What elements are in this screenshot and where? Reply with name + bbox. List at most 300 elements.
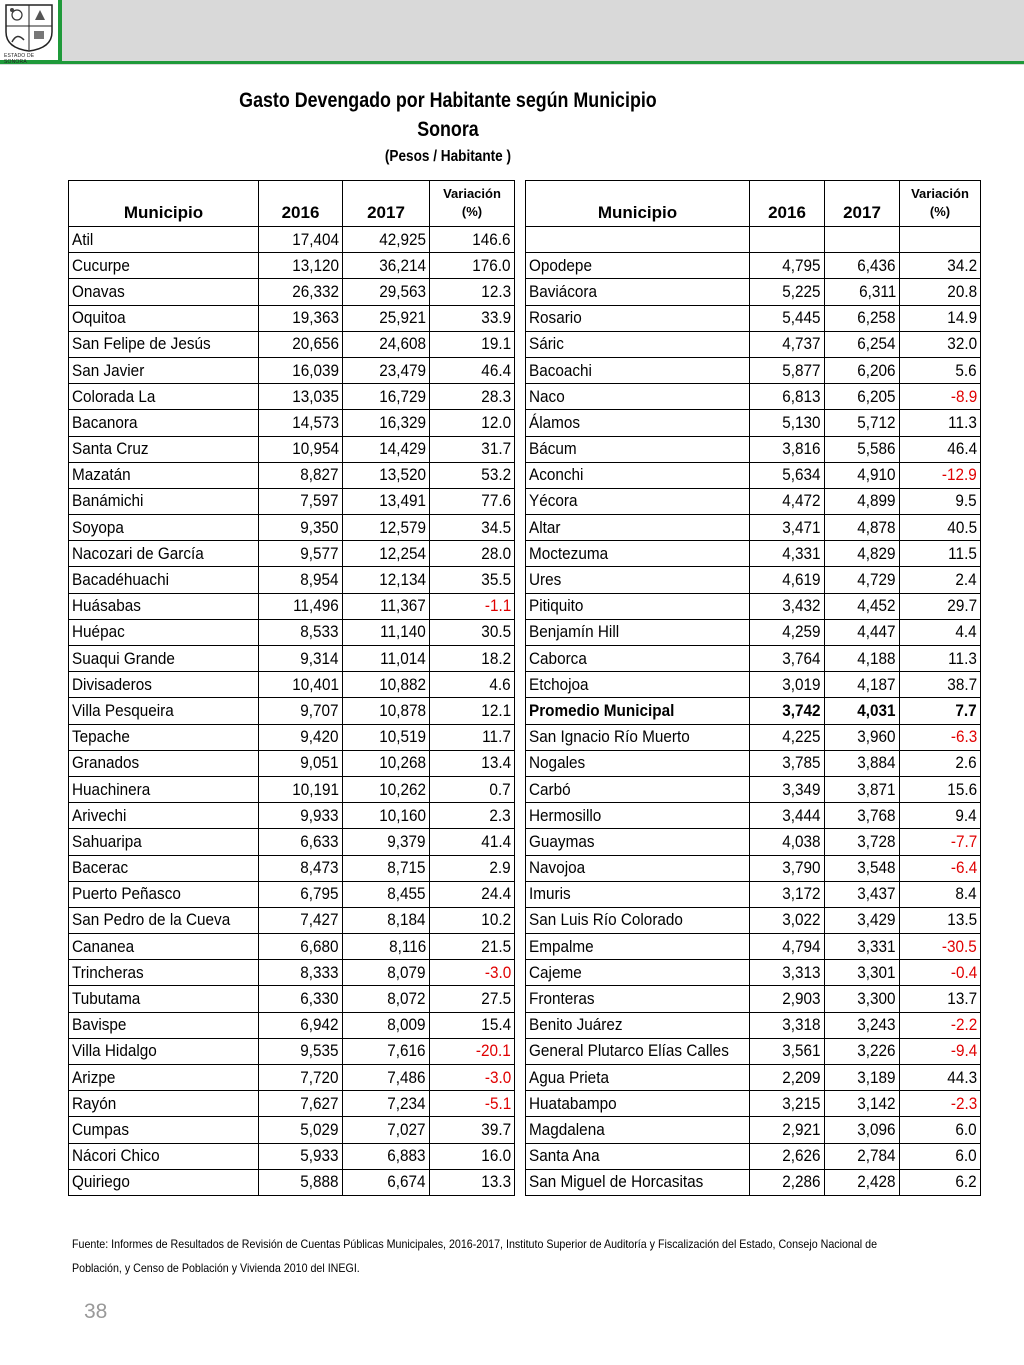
municipio-cell: Benito Juárez (526, 1012, 750, 1038)
variation-cell (900, 227, 981, 253)
value-2017-cell: 29,563 (343, 279, 430, 305)
value-2016-cell: 6,795 (259, 881, 343, 907)
year-2016-column-header: 2016 (750, 181, 825, 227)
table-row (69, 986, 515, 1012)
value-2017-cell: 13,491 (343, 488, 430, 514)
municipio-cell: Soyopa (69, 515, 259, 541)
value-2016-cell: 5,130 (750, 410, 825, 436)
value-2017-cell: 6,674 (343, 1169, 430, 1195)
table-row (69, 384, 515, 410)
value-2016-cell: 5,634 (750, 462, 825, 488)
municipio-cell: San Miguel de Horcasitas (526, 1169, 750, 1195)
table-row (526, 253, 981, 279)
value-2017-cell: 6,883 (343, 1143, 430, 1169)
value-2016-cell: 4,794 (750, 934, 825, 960)
municipio-cell: Bacoachi (526, 357, 750, 383)
table-header-row (526, 181, 981, 227)
value-2017-cell: 25,921 (343, 305, 430, 331)
value-2016-cell: 3,349 (750, 776, 825, 802)
municipio-cell: Carbó (526, 776, 750, 802)
value-2017-cell: 8,079 (343, 960, 430, 986)
table-row (526, 436, 981, 462)
value-2016-cell: 9,577 (259, 541, 343, 567)
value-2016-cell: 3,785 (750, 750, 825, 776)
variation-cell: 32.0 (900, 331, 981, 357)
table-row (69, 672, 515, 698)
variation-cell: 6.2 (900, 1169, 981, 1195)
variation-cell: -2.3 (900, 1091, 981, 1117)
value-2017-cell: 7,027 (343, 1117, 430, 1143)
variation-cell: 16.0 (430, 1143, 515, 1169)
value-2017-cell: 2,784 (825, 1143, 900, 1169)
table-row (526, 829, 981, 855)
value-2016-cell: 4,225 (750, 724, 825, 750)
value-2017-cell: 8,072 (343, 986, 430, 1012)
municipio-cell: Agua Prieta (526, 1065, 750, 1091)
value-2017-cell: 6,206 (825, 357, 900, 383)
variation-cell: -1.1 (430, 593, 515, 619)
variation-cell: 35.5 (430, 567, 515, 593)
table-row (526, 357, 981, 383)
value-2017-cell: 16,329 (343, 410, 430, 436)
header-divider (0, 61, 1024, 64)
variation-column-header: Variación (%) (430, 181, 515, 227)
table-row (69, 305, 515, 331)
value-2016-cell: 2,921 (750, 1117, 825, 1143)
value-2017-cell: 24,608 (343, 331, 430, 357)
value-2016-cell: 2,903 (750, 986, 825, 1012)
table-row (526, 698, 981, 724)
value-2017-cell: 3,331 (825, 934, 900, 960)
table-row (526, 593, 981, 619)
variation-cell: 15.6 (900, 776, 981, 802)
value-2017-cell: 11,014 (343, 646, 430, 672)
value-2016-cell: 10,954 (259, 436, 343, 462)
value-2017-cell: 3,226 (825, 1038, 900, 1064)
variation-cell: 41.4 (430, 829, 515, 855)
variation-cell: 4.4 (900, 619, 981, 645)
value-2017-cell: 8,455 (343, 881, 430, 907)
value-2017-cell: 3,142 (825, 1091, 900, 1117)
municipio-cell: Rosario (526, 305, 750, 331)
year-2016-column-header: 2016 (259, 181, 343, 227)
table-row (526, 567, 981, 593)
value-2017-cell: 11,367 (343, 593, 430, 619)
municipio-cell: Altar (526, 515, 750, 541)
value-2017-cell: 3,548 (825, 855, 900, 881)
value-2017-cell: 3,189 (825, 1065, 900, 1091)
municipio-cell: Opodepe (526, 253, 750, 279)
municipio-cell: Bacanora (69, 410, 259, 436)
variation-cell: 2.6 (900, 750, 981, 776)
table-row (526, 1169, 981, 1195)
variation-cell: 12.0 (430, 410, 515, 436)
variation-cell: 9.5 (900, 488, 981, 514)
value-2016-cell (750, 227, 825, 253)
value-2016-cell: 3,432 (750, 593, 825, 619)
value-2017-cell: 6,205 (825, 384, 900, 410)
value-2017-cell: 42,925 (343, 227, 430, 253)
variation-cell: 53.2 (430, 462, 515, 488)
value-2016-cell: 13,120 (259, 253, 343, 279)
municipio-cell: Moctezuma (526, 541, 750, 567)
value-2016-cell: 20,656 (259, 331, 343, 357)
variation-cell: 18.2 (430, 646, 515, 672)
table-row (69, 279, 515, 305)
variation-cell: 5.6 (900, 357, 981, 383)
left-municipios-table (68, 180, 515, 1196)
table-row (69, 1143, 515, 1169)
municipio-cell: Guaymas (526, 829, 750, 855)
table-row (69, 1091, 515, 1117)
value-2017-cell: 6,436 (825, 253, 900, 279)
variation-cell: 21.5 (430, 934, 515, 960)
value-2016-cell: 4,619 (750, 567, 825, 593)
table-row (69, 829, 515, 855)
value-2017-cell: 13,520 (343, 462, 430, 488)
value-2016-cell: 9,933 (259, 803, 343, 829)
variation-cell: 4.6 (430, 672, 515, 698)
municipio-cell: Atil (69, 227, 259, 253)
variation-cell: 29.7 (900, 593, 981, 619)
variation-cell: 9.4 (900, 803, 981, 829)
municipio-cell: San Javier (69, 357, 259, 383)
variation-cell: 34.5 (430, 515, 515, 541)
table-row (526, 960, 981, 986)
value-2016-cell: 9,314 (259, 646, 343, 672)
value-2016-cell: 16,039 (259, 357, 343, 383)
value-2017-cell: 3,096 (825, 1117, 900, 1143)
table-row (69, 227, 515, 253)
municipio-cell: Cumpas (69, 1117, 259, 1143)
value-2017-cell: 2,428 (825, 1169, 900, 1195)
value-2017-cell: 10,268 (343, 750, 430, 776)
municipio-cell: Naco (526, 384, 750, 410)
value-2017-cell: 4,452 (825, 593, 900, 619)
variation-cell: 31.7 (430, 436, 515, 462)
table-row (526, 986, 981, 1012)
logo-caption: ESTADO DE SONORA (4, 53, 35, 65)
municipio-cell: Aconchi (526, 462, 750, 488)
table-row (69, 436, 515, 462)
value-2017-cell: 7,234 (343, 1091, 430, 1117)
value-2017-cell: 12,254 (343, 541, 430, 567)
municipio-cell: Caborca (526, 646, 750, 672)
page-number: 38 (84, 1300, 108, 1323)
coat-of-arms-icon (2, 2, 56, 52)
value-2016-cell: 5,445 (750, 305, 825, 331)
value-2016-cell: 4,472 (750, 488, 825, 514)
value-2016-cell: 5,888 (259, 1169, 343, 1195)
table-row (526, 384, 981, 410)
municipio-cell: Bácum (526, 436, 750, 462)
table-row (526, 515, 981, 541)
table-header-row (69, 181, 515, 227)
table-row (526, 1038, 981, 1064)
value-2016-cell: 11,496 (259, 593, 343, 619)
value-2017-cell: 3,871 (825, 776, 900, 802)
municipio-cell: Magdalena (526, 1117, 750, 1143)
value-2017-cell: 9,379 (343, 829, 430, 855)
variation-cell: 6.0 (900, 1143, 981, 1169)
municipio-cell: Bacerac (69, 855, 259, 881)
table-row (526, 410, 981, 436)
table-row (69, 724, 515, 750)
municipio-cell (526, 227, 750, 253)
municipio-cell: Sáric (526, 331, 750, 357)
municipio-cell: Santa Cruz (69, 436, 259, 462)
table-row (526, 724, 981, 750)
value-2016-cell: 3,742 (750, 698, 825, 724)
variation-cell: 6.0 (900, 1117, 981, 1143)
table-row (69, 541, 515, 567)
variation-cell: 27.5 (430, 986, 515, 1012)
table-row (69, 960, 515, 986)
table-row (526, 1143, 981, 1169)
value-2017-cell: 4,878 (825, 515, 900, 541)
table-row (526, 750, 981, 776)
value-2016-cell: 2,626 (750, 1143, 825, 1169)
value-2016-cell: 9,051 (259, 750, 343, 776)
municipio-cell: Álamos (526, 410, 750, 436)
variation-cell: -2.2 (900, 1012, 981, 1038)
municipio-cell: Arivechi (69, 803, 259, 829)
variation-cell: 33.9 (430, 305, 515, 331)
variation-cell: 13.3 (430, 1169, 515, 1195)
value-2017-cell: 23,479 (343, 357, 430, 383)
value-2016-cell: 13,035 (259, 384, 343, 410)
variation-cell: 0.7 (430, 776, 515, 802)
value-2016-cell: 5,933 (259, 1143, 343, 1169)
variation-cell: 11.5 (900, 541, 981, 567)
municipio-cell: Fronteras (526, 986, 750, 1012)
sonora-logo (0, 0, 62, 64)
value-2016-cell: 3,471 (750, 515, 825, 541)
value-2016-cell: 7,720 (259, 1065, 343, 1091)
footnote-line-1: Fuente: Informes de Resultados de Revisión de Cuentas Públicas Municipales, 2016-2017, Instituto Superior de Auditoría y Fiscalización del Estado, Consejo Nacional de (72, 1237, 878, 1251)
municipio-cell: San Ignacio Río Muerto (526, 724, 750, 750)
value-2016-cell: 4,795 (750, 253, 825, 279)
variation-cell: 30.5 (430, 619, 515, 645)
variation-cell: -6.3 (900, 724, 981, 750)
value-2017-cell: 7,486 (343, 1065, 430, 1091)
value-2017-cell: 4,031 (825, 698, 900, 724)
variation-cell: 146.6 (430, 227, 515, 253)
table-row (69, 619, 515, 645)
value-2017-cell: 4,729 (825, 567, 900, 593)
value-2017-cell: 8,009 (343, 1012, 430, 1038)
value-2016-cell: 5,225 (750, 279, 825, 305)
municipio-cell: Hermosillo (526, 803, 750, 829)
value-2016-cell: 14,573 (259, 410, 343, 436)
value-2016-cell: 19,363 (259, 305, 343, 331)
table-row (526, 803, 981, 829)
municipio-cell: Yécora (526, 488, 750, 514)
value-2016-cell: 10,401 (259, 672, 343, 698)
table-row (69, 488, 515, 514)
variation-cell: 19.1 (430, 331, 515, 357)
table-row (526, 279, 981, 305)
table-row (69, 357, 515, 383)
source-footnote (72, 1232, 962, 1280)
right-municipios-table (525, 180, 981, 1196)
value-2016-cell: 7,427 (259, 907, 343, 933)
municipio-cell: Huatabampo (526, 1091, 750, 1117)
value-2016-cell: 6,680 (259, 934, 343, 960)
table-row (526, 488, 981, 514)
value-2017-cell: 5,712 (825, 410, 900, 436)
value-2016-cell: 3,022 (750, 907, 825, 933)
value-2016-cell: 26,332 (259, 279, 343, 305)
variation-cell: -12.9 (900, 462, 981, 488)
variation-cell: 39.7 (430, 1117, 515, 1143)
municipio-cell: Cananea (69, 934, 259, 960)
value-2017-cell: 3,728 (825, 829, 900, 855)
table-row (69, 1065, 515, 1091)
value-2017-cell: 3,301 (825, 960, 900, 986)
municipio-cell: Bavispe (69, 1012, 259, 1038)
year-2017-column-header: 2017 (343, 181, 430, 227)
table-row (526, 619, 981, 645)
municipio-cell: Mazatán (69, 462, 259, 488)
value-2017-cell: 5,586 (825, 436, 900, 462)
value-2017-cell: 8,184 (343, 907, 430, 933)
municipio-cell: Cucurpe (69, 253, 259, 279)
variation-cell: 40.5 (900, 515, 981, 541)
value-2017-cell: 6,311 (825, 279, 900, 305)
variation-cell: 28.0 (430, 541, 515, 567)
value-2016-cell: 6,813 (750, 384, 825, 410)
municipio-cell: Imuris (526, 881, 750, 907)
value-2016-cell: 2,286 (750, 1169, 825, 1195)
variation-cell: 77.6 (430, 488, 515, 514)
variation-cell: 15.4 (430, 1012, 515, 1038)
municipio-cell: Etchojoa (526, 672, 750, 698)
municipio-cell: General Plutarco Elías Calles (526, 1038, 750, 1064)
municipio-cell: Sahuaripa (69, 829, 259, 855)
value-2016-cell: 3,561 (750, 1038, 825, 1064)
variation-cell: 34.2 (900, 253, 981, 279)
table-row (69, 1169, 515, 1195)
value-2016-cell: 17,404 (259, 227, 343, 253)
variation-cell: 20.8 (900, 279, 981, 305)
variation-cell: 46.4 (900, 436, 981, 462)
page-subtitle: Sonora (417, 118, 479, 141)
municipio-cell: Nogales (526, 750, 750, 776)
municipio-cell: Ures (526, 567, 750, 593)
table-row (526, 1065, 981, 1091)
table-row (526, 305, 981, 331)
municipio-cell: Baviácora (526, 279, 750, 305)
municipio-cell: Arizpe (69, 1065, 259, 1091)
value-2017-cell: 6,258 (825, 305, 900, 331)
table-row (526, 331, 981, 357)
value-2016-cell: 8,473 (259, 855, 343, 881)
value-2017-cell: 14,429 (343, 436, 430, 462)
variation-cell: 12.1 (430, 698, 515, 724)
variation-cell: 11.3 (900, 410, 981, 436)
municipio-cell: Empalme (526, 934, 750, 960)
municipio-cell: Oquitoa (69, 305, 259, 331)
table-row (69, 907, 515, 933)
value-2016-cell: 5,877 (750, 357, 825, 383)
value-2017-cell: 3,243 (825, 1012, 900, 1038)
value-2016-cell: 9,535 (259, 1038, 343, 1064)
value-2017-cell: 4,899 (825, 488, 900, 514)
variation-cell: 28.3 (430, 384, 515, 410)
municipio-cell: Nacozari de García (69, 541, 259, 567)
page-title: Gasto Devengado por Habitante según Municipio (239, 89, 657, 112)
value-2016-cell: 3,019 (750, 672, 825, 698)
value-2017-cell: 4,829 (825, 541, 900, 567)
variation-cell: -7.7 (900, 829, 981, 855)
municipio-cell: Nácori Chico (69, 1143, 259, 1169)
municipio-cell: San Luis Río Colorado (526, 907, 750, 933)
variation-cell: 11.7 (430, 724, 515, 750)
value-2017-cell: 3,300 (825, 986, 900, 1012)
value-2016-cell: 8,533 (259, 619, 343, 645)
value-2017-cell: 36,214 (343, 253, 430, 279)
variation-cell: 2.3 (430, 803, 515, 829)
municipio-cell: Pitiquito (526, 593, 750, 619)
value-2017-cell: 10,882 (343, 672, 430, 698)
variation-cell: -9.4 (900, 1038, 981, 1064)
value-2016-cell: 8,333 (259, 960, 343, 986)
municipio-cell: Huachinera (69, 776, 259, 802)
table-row (69, 515, 515, 541)
variation-column-header: Variación (%) (900, 181, 981, 227)
table-row (69, 567, 515, 593)
variation-cell: 46.4 (430, 357, 515, 383)
table-row (69, 331, 515, 357)
municipio-cell: Villa Pesqueira (69, 698, 259, 724)
table-row (69, 750, 515, 776)
variation-cell: -3.0 (430, 960, 515, 986)
table-row (526, 881, 981, 907)
municipio-cell: Cajeme (526, 960, 750, 986)
value-2016-cell: 6,633 (259, 829, 343, 855)
table-row (526, 672, 981, 698)
table-row (526, 1117, 981, 1143)
table-row (69, 593, 515, 619)
value-2016-cell: 3,318 (750, 1012, 825, 1038)
value-2017-cell: 10,262 (343, 776, 430, 802)
value-2016-cell: 2,209 (750, 1065, 825, 1091)
value-2017-cell: 11,140 (343, 619, 430, 645)
variation-cell: 13.4 (430, 750, 515, 776)
municipio-cell: Quiriego (69, 1169, 259, 1195)
variation-cell: 44.3 (900, 1065, 981, 1091)
table-row (69, 410, 515, 436)
value-2017-cell: 3,884 (825, 750, 900, 776)
table-row (69, 462, 515, 488)
municipio-cell: Puerto Peñasco (69, 881, 259, 907)
value-2016-cell: 3,444 (750, 803, 825, 829)
municipio-column-header: Municipio (526, 181, 750, 227)
value-2016-cell: 4,259 (750, 619, 825, 645)
value-2017-cell: 8,116 (343, 934, 430, 960)
variation-cell: -3.0 (430, 1065, 515, 1091)
municipio-cell: San Felipe de Jesús (69, 331, 259, 357)
variation-cell: 38.7 (900, 672, 981, 698)
value-2016-cell: 3,816 (750, 436, 825, 462)
variation-cell: -5.1 (430, 1091, 515, 1117)
value-2017-cell: 10,160 (343, 803, 430, 829)
value-2017-cell: 10,519 (343, 724, 430, 750)
table-row (69, 855, 515, 881)
value-2016-cell: 10,191 (259, 776, 343, 802)
value-2017-cell: 12,134 (343, 567, 430, 593)
